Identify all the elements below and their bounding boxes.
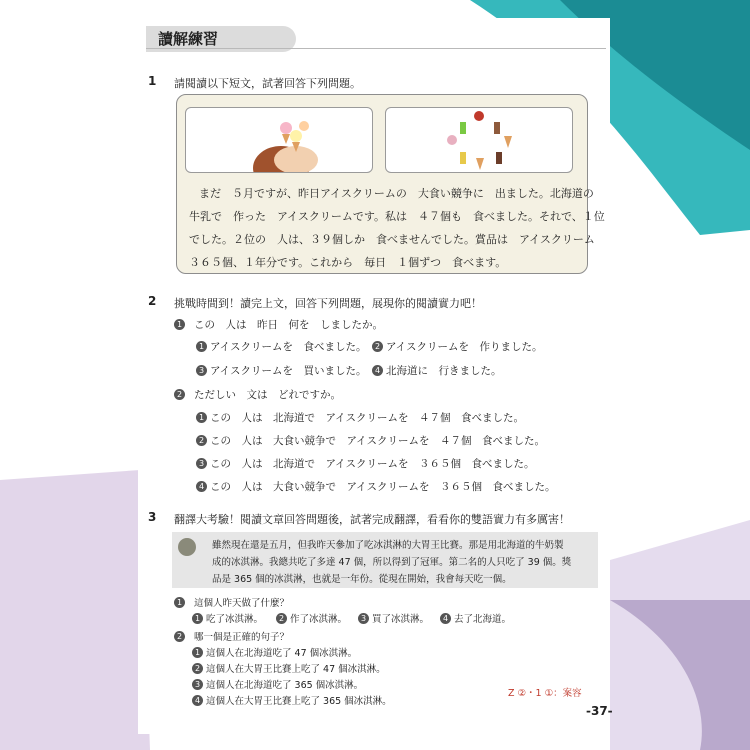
circled-number-icon: 1 <box>174 319 185 330</box>
q1-number: 1 <box>148 74 157 88</box>
story-line-3: でした。２位の 人は、３９個しか 食べませんでした。賞品は アイスクリーム <box>189 233 595 246</box>
story-line-1: まだ ５月ですが、昨日アイスクリームの 大食い競争に 出ました。北海道の <box>199 187 594 200</box>
q3-sub1-option-2[interactable]: 2 作了冰淇淋。 <box>276 611 347 625</box>
q3-sub1-option-3[interactable]: 3 買了冰淇淋。 <box>358 611 429 625</box>
q3-sub2-option-1[interactable]: 1 這個人在北海道吃了 47 個冰淇淋。 <box>192 645 357 659</box>
q3-sub1-text: 這個人昨天做了什麼？ <box>194 598 290 609</box>
translation-box <box>172 532 598 588</box>
q2-sub2-option-3[interactable]: 3 この 人は 北海道で アイスクリームを ３６５個 食べました。 <box>196 456 534 471</box>
page <box>138 18 613 734</box>
q2-sub2-option-2[interactable]: 2 この 人は 大食い競争で アイスクリームを ４７個 食べました。 <box>196 433 545 448</box>
q3-sub2-option-2[interactable]: 2 這個人在大胃王比賽上吃了 47 個冰淇淋。 <box>192 661 386 675</box>
story-line-2: 牛乳で 作った アイスクリームです。私は ４７個も 食べました。それで、１位 <box>189 210 605 223</box>
ice-cream-circle-illustration <box>385 107 573 173</box>
circled-number-icon: 4 <box>192 695 203 706</box>
circled-number-icon: 2 <box>174 631 185 642</box>
speech-dot-icon <box>178 538 196 556</box>
circled-number-icon: 1 <box>174 597 185 608</box>
circled-number-icon: 4 <box>196 481 207 492</box>
q2-sub2-question <box>174 387 341 402</box>
circled-number-icon: 1 <box>196 341 207 352</box>
q1-instruction: 請閱讀以下短文，試著回答下列問題。 <box>174 77 361 90</box>
story-box <box>176 94 605 274</box>
q3-sub1-question <box>174 595 289 609</box>
circled-number-icon: 4 <box>440 613 451 624</box>
q2-sub2-option-4[interactable]: 4 この 人は 大食い競争で アイスクリームを ３６５個 食べました。 <box>196 479 555 494</box>
q3-instruction: 翻譯大考驗！閱讀文章回答問題後，試著完成翻譯，看看你的雙語實力有多厲害！ <box>174 513 570 526</box>
q3-sub2-text: 哪一個是正確的句子？ <box>194 632 290 643</box>
q2-number: 2 <box>148 294 157 308</box>
q3-number: 3 <box>148 510 157 524</box>
circled-number-icon: 3 <box>196 365 207 376</box>
q3-sub2-question <box>174 629 289 643</box>
circled-number-icon: 2 <box>372 341 383 352</box>
q2-sub1-option-2[interactable]: 2 アイスクリームを 作りました。 <box>372 339 542 354</box>
circled-number-icon: 1 <box>192 613 203 624</box>
circled-number-icon: 3 <box>196 458 207 469</box>
q3-sub2-option-3[interactable]: 3 這個人在北海道吃了 365 個冰淇淋。 <box>192 677 363 691</box>
q2-sub2-option-1[interactable]: 1 この 人は 北海道で アイスクリームを ４７個 食べました。 <box>196 410 524 425</box>
q2-sub1-option-3[interactable]: 3 アイスクリームを 買いました。 <box>196 363 366 378</box>
circled-number-icon: 4 <box>372 365 383 376</box>
title-divider <box>146 48 606 49</box>
q2-sub1-text: この 人は 昨日 何を しましたか。 <box>194 319 383 331</box>
circled-number-icon: 2 <box>174 389 185 400</box>
circled-number-icon: 2 <box>196 435 207 446</box>
circled-number-icon: 1 <box>196 412 207 423</box>
q2-sub1-option-1[interactable]: 1 アイスクリームを 食べました。 <box>196 339 366 354</box>
page-number: -37- <box>586 704 613 718</box>
circled-number-icon: 2 <box>192 663 203 674</box>
story-line-4: ３６５個、１年分です。これから 毎日 １個ずつ 食べます。 <box>189 256 507 269</box>
q2-sub2-text: ただしい 文は どれですか。 <box>194 389 341 401</box>
translation-line-3: 品是 365 個的冰淇淋，也就是一年份。從現在開始，我會每天吃一個。 <box>212 574 512 585</box>
q2-sub1-option-4[interactable]: 4 北海道に 行きました。 <box>372 363 502 378</box>
circled-number-icon: 2 <box>276 613 287 624</box>
q3-sub2-option-4[interactable]: 4 這個人在大胃王比賽上吃了 365 個冰淇淋。 <box>192 693 392 707</box>
circled-number-icon: 3 <box>192 679 203 690</box>
q3-sub1-option-4[interactable]: 4 去了北海道。 <box>440 611 511 625</box>
circled-number-icon: 3 <box>358 613 369 624</box>
q2-sub1-question <box>174 317 383 332</box>
circled-number-icon: 1 <box>192 647 203 658</box>
q2-instruction: 挑戰時間到！讀完上文，回答下列問題，展現你的閱讀實力吧！ <box>174 297 482 310</box>
q3-sub1-option-1[interactable]: 1 吃了冰淇淋。 <box>192 611 263 625</box>
upside-down-answer: Z ②・1 ①：案容 <box>508 688 582 699</box>
ice-cream-eating-illustration <box>185 107 373 173</box>
translation-line-2: 成的冰淇淋。我總共吃了多達 47 個，所以得到了冠軍。第二名的人只吃了 39 個。獎 <box>212 557 572 568</box>
translation-line-1: 雖然現在還是五月，但我昨天參加了吃冰淇淋的大胃王比賽。那是用北海道的牛奶製 <box>212 540 564 551</box>
page-title: 讀解練習 <box>146 26 296 52</box>
